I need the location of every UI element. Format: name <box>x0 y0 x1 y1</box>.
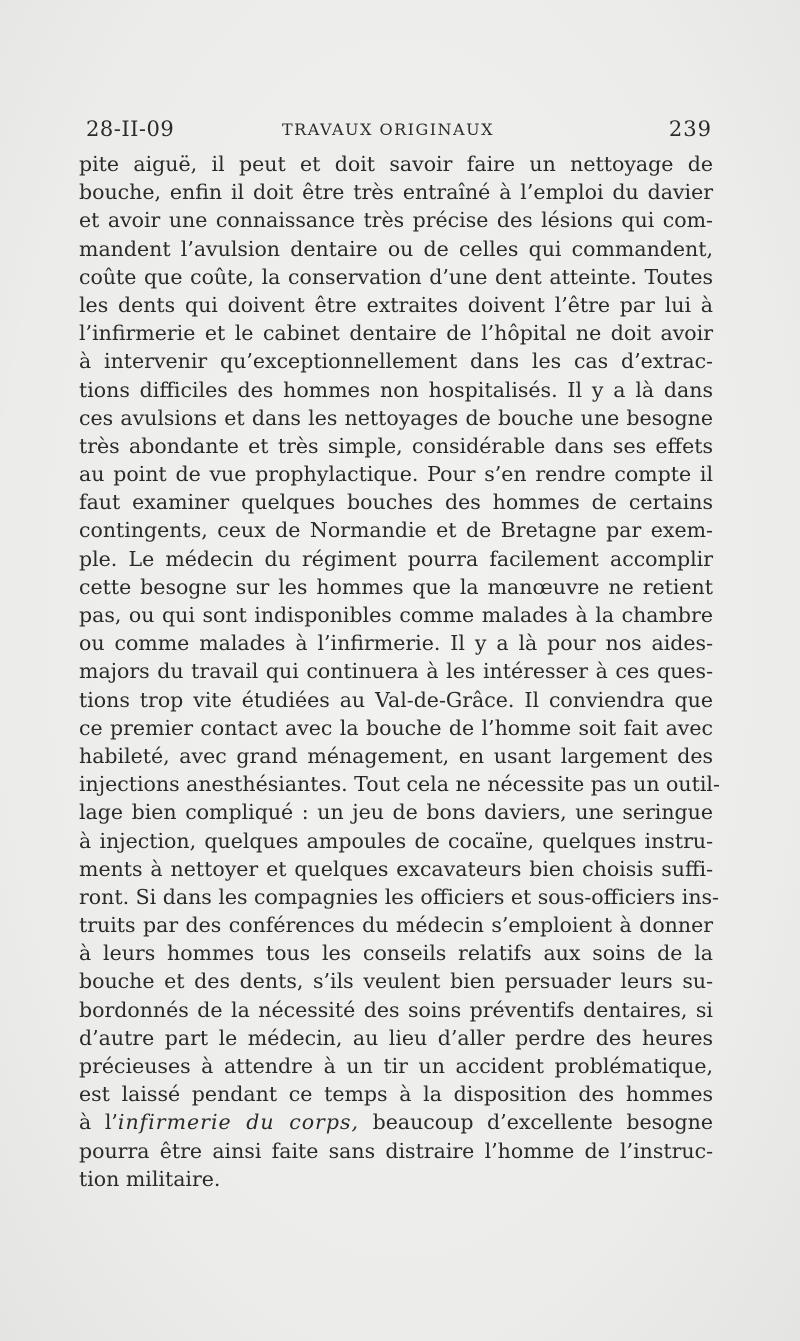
text-line: cette besogne sur les hommes que la manœuvre ne retient <box>79 574 713 599</box>
text-line: mandent l’avulsion dentaire ou de celles qui commandent, <box>79 236 713 261</box>
text-line: ront. Si dans les compagnies les officiers et sous-officiers ins- <box>79 884 719 909</box>
text-line: à injection, quelques ampoules de cocaïne, quelques instru- <box>79 828 713 853</box>
text-line: tions trop vite étudiées au Val-de-Grâce. Il conviendra que <box>79 687 713 712</box>
text-line: pas, ou qui sont indisponibles comme malades à la chambre <box>79 603 713 627</box>
body-text <box>79 150 720 1193</box>
text-line-last: tion militaire. <box>79 1166 221 1191</box>
header-date: 28-II-09 <box>86 117 175 141</box>
text-line: l’infirmerie et le cabinet dentaire de l’hôpital ne doit avoir <box>79 321 713 346</box>
text-line: ou comme malades à l’infirmerie. Il y a là pour nos aides- <box>79 631 713 656</box>
text-line: faut examiner quelques bouches des hommes de certains <box>79 490 713 515</box>
text-line: au point de vue prophylactique. Pour s’en rendre compte il <box>79 462 713 487</box>
text-line: ments à nettoyer et quelques excavateurs bien choisis suffi- <box>79 856 713 881</box>
line-prefix: à l’ <box>79 1110 118 1135</box>
text-line-italic-phrase <box>79 1108 713 1136</box>
text-line: ce premier contact avec la bouche de l’homme soit fait avec <box>79 715 713 740</box>
text-line: coûte que coûte, la conservation d’une dent atteinte. Toutes <box>79 264 713 289</box>
text-line: à intervenir qu’exceptionnellement dans les cas d’extrac- <box>79 349 713 374</box>
text-line: d’autre part le médecin, au lieu d’aller perdre des heures <box>79 1025 713 1050</box>
text-line: est laissé pendant ce temps à la disposition des hommes <box>79 1082 713 1107</box>
text-line: bordonnés de la nécessité des soins préventifs dentaires, si <box>79 997 713 1022</box>
text-line: injections anesthésiantes. Tout cela ne nécessite pas un outil- <box>79 772 720 797</box>
text-line: pourra être ainsi faite sans distraire l’homme de l’instruc- <box>79 1138 713 1163</box>
page-number: 239 <box>668 117 712 141</box>
text-line: truits par des conférences du médecin s’emploient à donner <box>79 913 713 938</box>
text-line: précieuses à attendre à un tir un accident problématique, <box>79 1054 713 1078</box>
line-suffix: beaucoup d’excellente besogne <box>359 1110 713 1135</box>
text-line: très abondante et très simple, considérable dans ses effets <box>79 433 713 458</box>
text-line: habileté, avec grand ménagement, en usant largement des <box>79 743 713 768</box>
text-line: bouche et des dents, s’ils veulent bien persuader leurs su- <box>79 969 713 994</box>
text-line: pite aiguë, il peut et doit savoir faire un nettoyage de <box>79 152 713 176</box>
text-line: tions difficiles des hommes non hospitalisés. Il y a là dans <box>79 377 713 402</box>
text-line: et avoir une connaissance très précise des lésions qui com- <box>79 208 713 233</box>
italic-phrase: infirmerie du corps, <box>117 1110 359 1135</box>
header-section-title: TRAVAUX ORIGINAUX <box>282 120 494 139</box>
text-line: ces avulsions et dans les nettoyages de bouche une besogne <box>79 405 713 430</box>
text-line: ple. Le médecin du régiment pourra facilement accomplir <box>79 546 713 571</box>
text-line: contingents, ceux de Normandie et de Bretagne par exem- <box>79 518 713 543</box>
text-line: lage bien compliqué : un jeu de bons daviers, une seringue <box>79 800 713 825</box>
text-line: les dents qui doivent être extraites doivent l’être par lui à <box>79 292 713 317</box>
text-line: bouche, enfin il doit être très entraîné à l’emploi du davier <box>79 180 713 205</box>
running-header <box>86 117 712 147</box>
text-line: à leurs hommes tous les conseils relatifs aux soins de la <box>79 941 713 966</box>
text-line: majors du travail qui continuera à les intéresser à ces ques- <box>79 659 713 684</box>
